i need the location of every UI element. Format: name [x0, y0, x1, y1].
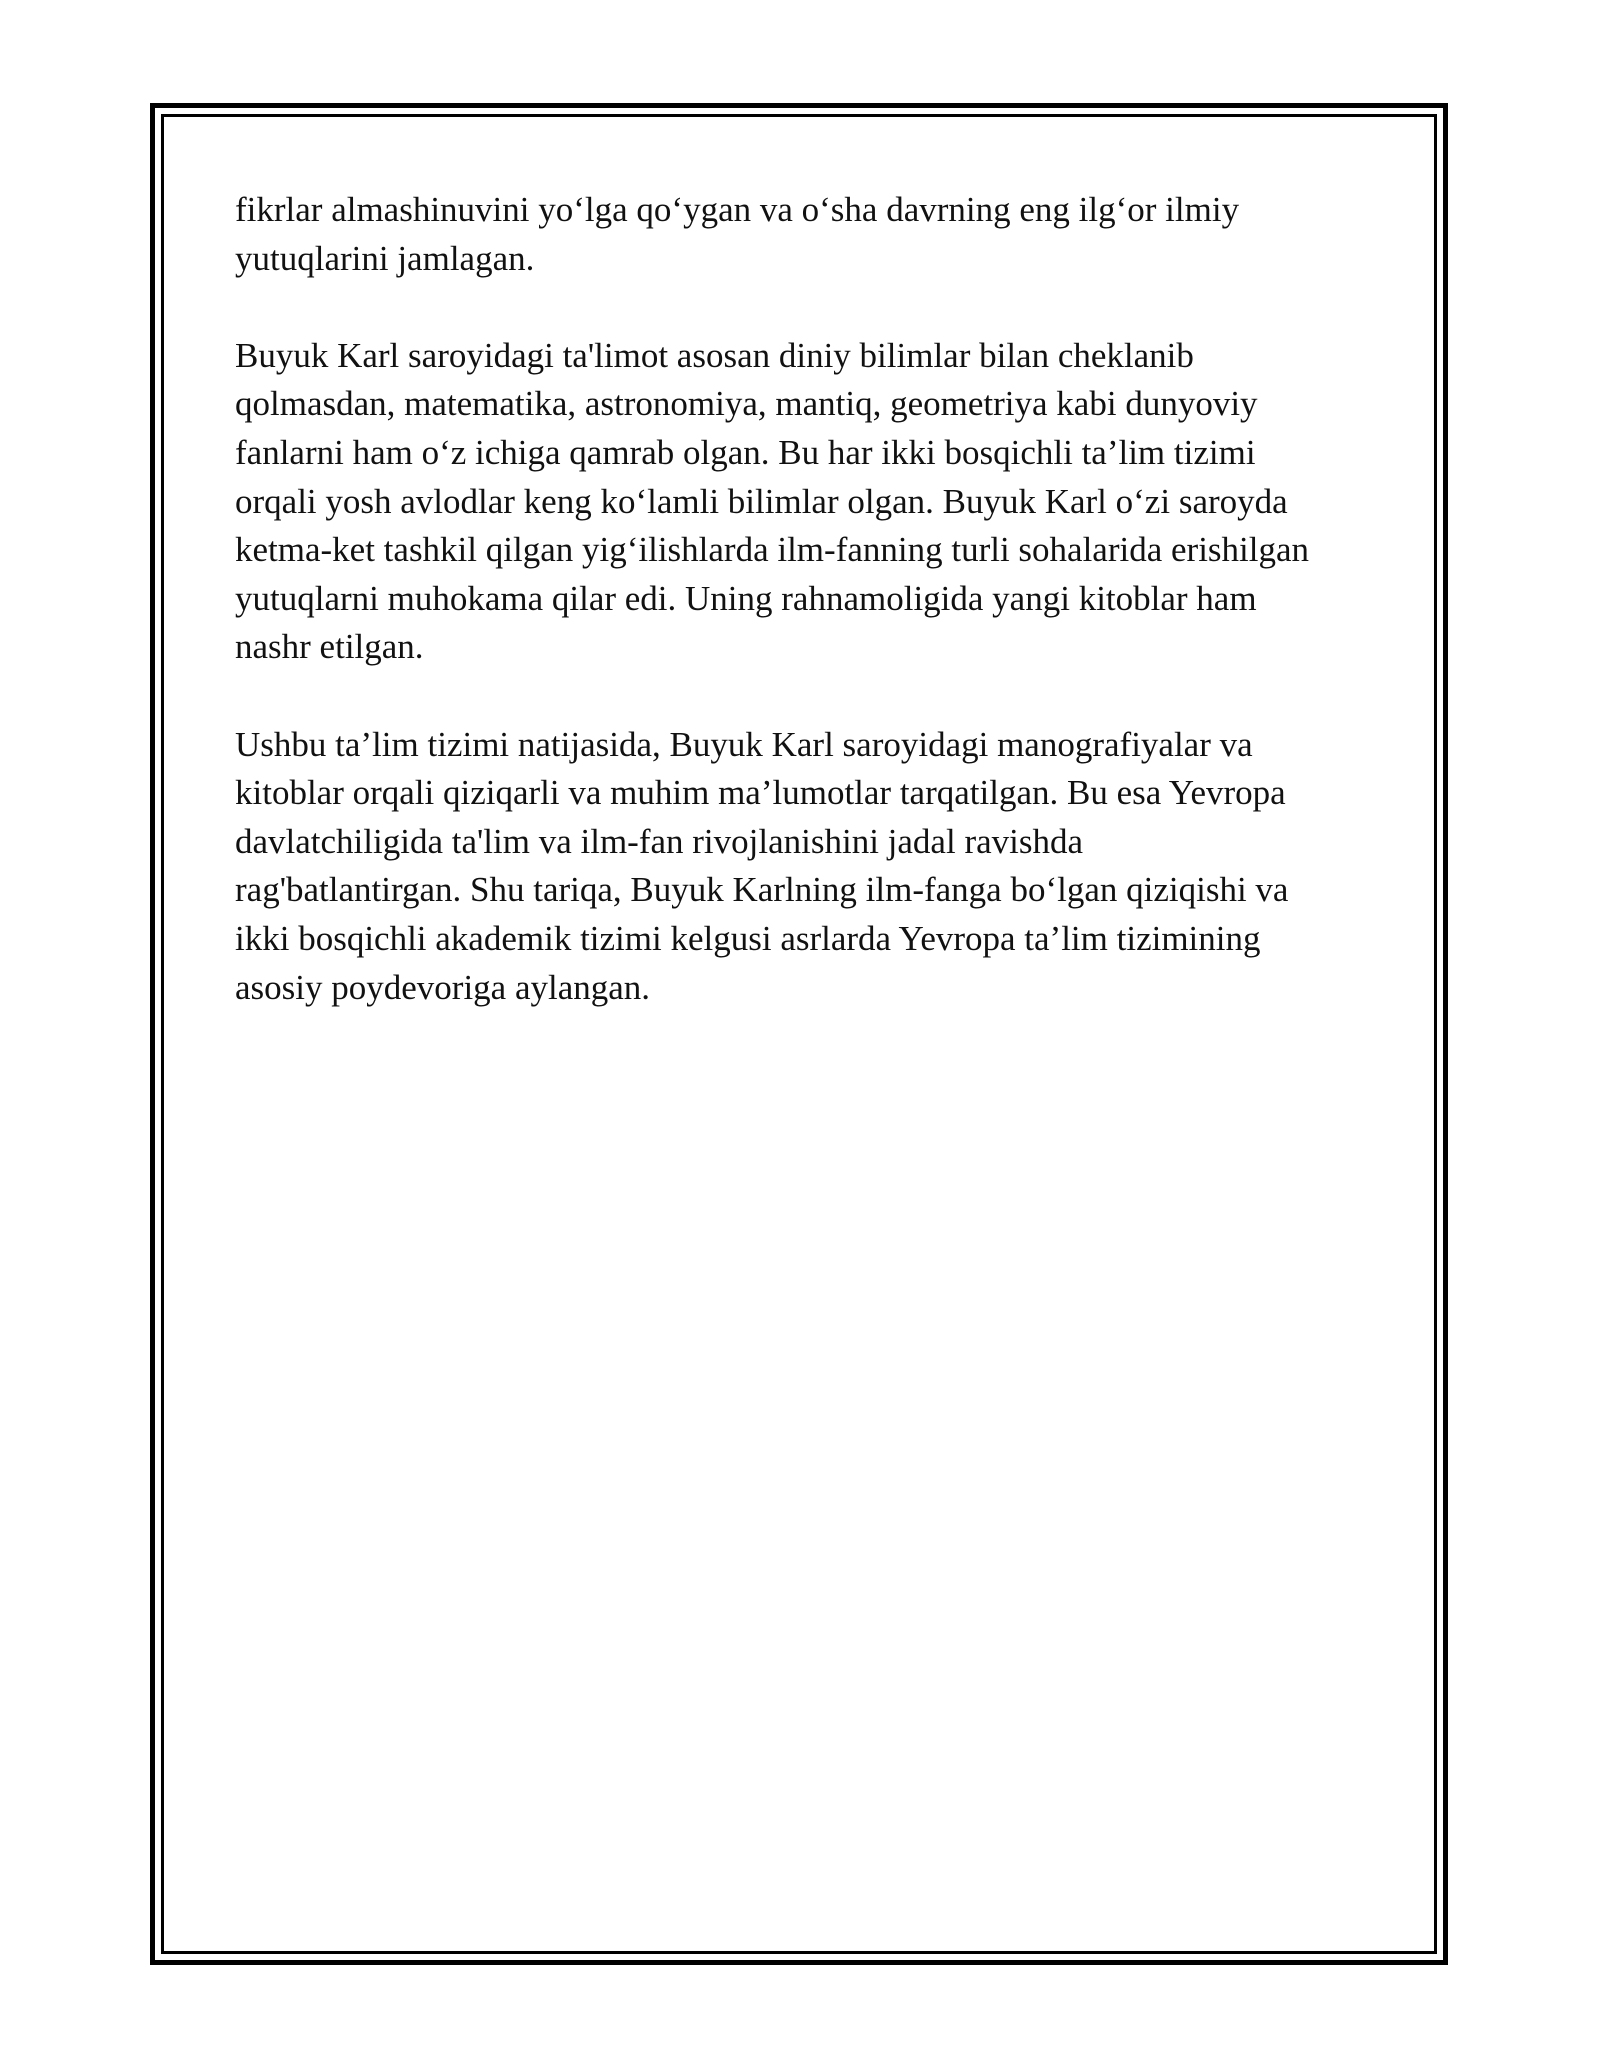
- text-line: asosiy poydevoriga aylangan.: [235, 967, 651, 1007]
- text-line: kitoblar orqali qiziqarli va muhim ma’lumotlar tarqatilgan. Bu esa Yevropa: [235, 773, 1286, 813]
- paragraph-3: [235, 721, 1375, 1013]
- text-line: fanlarni ham o‘z ichiga qamrab olgan. Bu har ikki bosqichli ta’lim tizimi: [235, 432, 1256, 472]
- text-line: rag'batlantirgan. Shu tariqa, Buyuk Karlning ilm-fanga bo‘lgan qiziqishi va: [235, 870, 1289, 910]
- text-line: davlatchiligida ta'lim va ilm-fan rivojlanishini jadal ravishda: [235, 821, 1084, 861]
- text-line: Ushbu ta’lim tizimi natijasida, Buyuk Karl saroyidagi manografiyalar va: [235, 724, 1253, 764]
- text-line: nashr etilgan.: [235, 627, 424, 667]
- text-line: yutuqlarini jamlagan.: [235, 238, 535, 278]
- text-line: Buyuk Karl saroyidagi ta'limot asosan diniy bilimlar bilan cheklanib: [235, 335, 1194, 375]
- text-line: orqali yosh avlodlar keng ko‘lamli bilimlar olgan. Buyuk Karl o‘zi saroyda: [235, 481, 1288, 521]
- text-line: ikki bosqichli akademik tizimi kelgusi asrlarda Yevropa ta’lim tizimining: [235, 918, 1261, 958]
- document-body: [235, 186, 1375, 1061]
- text-line: yutuqlarni muhokama qilar edi. Uning rahnamoligida yangi kitoblar ham: [235, 578, 1257, 618]
- text-line: qolmasdan, matematika, astronomiya, mantiq, geometriya kabi dunyoviy: [235, 384, 1258, 424]
- text-line: fikrlar almashinuvini yo‘lga qo‘ygan va o‘sha davrning eng ilg‘or ilmiy: [235, 190, 1240, 229]
- paragraph-1: [235, 186, 1375, 283]
- text-line: ketma-ket tashkil qilgan yig‘ilishlarda ilm-fanning turli sohalarida erishilgan: [235, 530, 1310, 570]
- paragraph-2: [235, 332, 1375, 672]
